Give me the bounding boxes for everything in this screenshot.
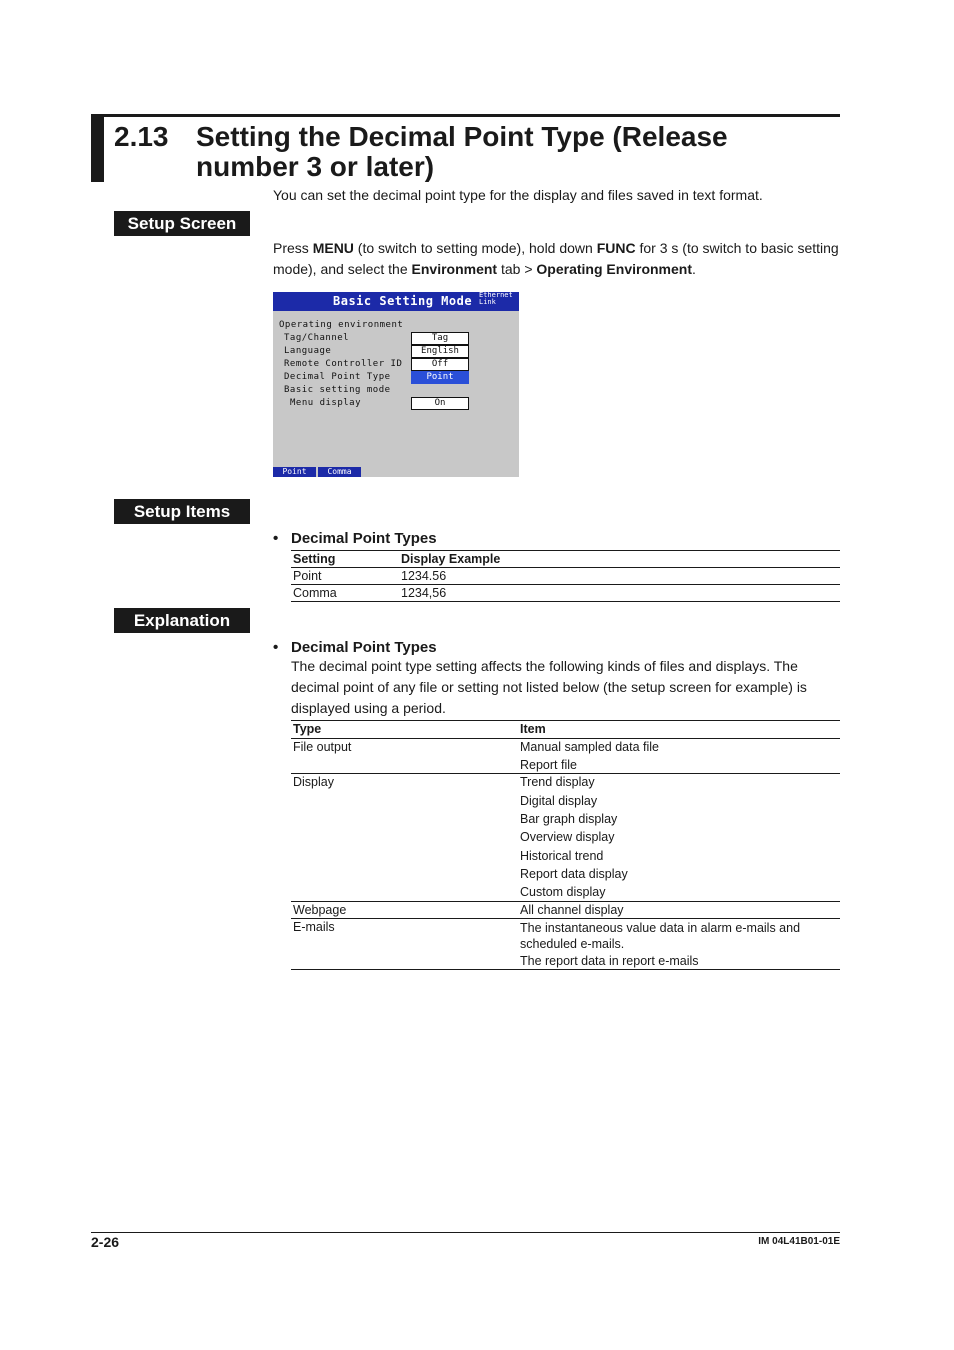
- device-row-label: Tag/Channel: [284, 333, 350, 343]
- device-field-remote-id[interactable]: Off: [411, 358, 469, 371]
- section-label-explanation: Explanation: [114, 608, 250, 633]
- device-group-header: Operating environment: [279, 320, 404, 330]
- soft-key-comma[interactable]: Comma: [318, 467, 361, 477]
- table-rule: [291, 901, 840, 902]
- menu-key: MENU: [312, 240, 354, 256]
- table-cell-item: Historical trend: [520, 849, 604, 863]
- table-cell-item: Report file: [520, 758, 577, 772]
- table-header: Display Example: [401, 552, 501, 566]
- device-row-label: Remote Controller ID: [284, 359, 403, 369]
- instructions-paragraph: [273, 238, 843, 280]
- table-cell-item: Manual sampled data file: [520, 740, 659, 754]
- ethernet-link-indicator: [479, 292, 519, 306]
- device-field-tag-channel[interactable]: Tag: [411, 332, 469, 345]
- bullet-text: Decimal Point Types: [291, 639, 437, 656]
- device-row-label: Decimal Point Type: [284, 372, 391, 382]
- table-cell: Point: [293, 569, 322, 583]
- table-rule: [291, 567, 840, 568]
- device-row-label: Basic setting mode: [284, 385, 391, 395]
- instructions-text: (to switch to setting mode), hold down: [353, 240, 597, 256]
- title-bar: [91, 114, 104, 182]
- instructions-text: for 3 s (to switch to basic setting mode), and select the: [273, 240, 839, 277]
- table-cell: Comma: [293, 586, 337, 600]
- instructions-text: .: [692, 261, 696, 277]
- page-title: Setting the Decimal Point Type (Release number 3 or later): [196, 121, 728, 182]
- soft-key-point[interactable]: Point: [273, 467, 316, 477]
- page-number: 2-26: [91, 1234, 120, 1250]
- table-cell-item: The report data in report e-mails: [520, 954, 699, 968]
- table-cell-item: Bar graph display: [520, 812, 618, 826]
- device-title: Basic Setting Mode: [333, 294, 473, 308]
- table-cell-item: Custom display: [520, 885, 606, 899]
- device-row-label: Menu display: [290, 398, 362, 408]
- bullet-dot: •: [273, 530, 279, 547]
- table-cell-type: E-mails: [293, 920, 335, 934]
- title-rule: [91, 114, 840, 117]
- operating-environment: Operating Environment: [536, 261, 692, 277]
- table-header: Setting: [293, 552, 336, 566]
- footer-rule: [91, 1232, 840, 1233]
- device-title-bar: [273, 292, 519, 311]
- setup-items-table: [291, 550, 840, 603]
- section-label-setup-items: Setup Items: [114, 499, 250, 524]
- table-cell-type: Webpage: [293, 903, 347, 917]
- ethernet-label: Ethernet: [479, 291, 513, 299]
- bullet-heading: [273, 530, 437, 547]
- table-rule: [291, 918, 840, 919]
- table-cell: 1234,56: [401, 586, 447, 600]
- section-number: 2.13: [114, 121, 169, 152]
- func-key: FUNC: [596, 240, 636, 256]
- device-field-language[interactable]: English: [411, 345, 469, 358]
- device-screen: [273, 292, 519, 477]
- instructions-text: Press: [273, 240, 313, 256]
- instructions-text: tab >: [497, 261, 537, 277]
- device-field-menu-display[interactable]: On: [411, 397, 469, 410]
- table-rule: [291, 550, 840, 551]
- table-cell-item: All channel display: [520, 903, 624, 917]
- explanation-table: [291, 720, 840, 972]
- table-cell-type: Display: [293, 775, 334, 789]
- table-header: Type: [293, 722, 322, 736]
- document-id: IM 04L41B01-01E: [758, 1236, 840, 1247]
- bullet-heading: [273, 639, 437, 656]
- bullet-text: Decimal Point Types: [291, 530, 437, 547]
- table-cell-item: Report data display: [520, 867, 628, 881]
- table-rule: [291, 584, 840, 585]
- table-rule: [291, 601, 840, 602]
- table-rule: [291, 738, 840, 739]
- table-header: Item: [520, 722, 546, 736]
- table-rule: [291, 969, 840, 970]
- intro-text: You can set the decimal point type for the display and files saved in text format.: [273, 187, 763, 203]
- environment-tab: Environment: [411, 261, 498, 277]
- table-cell-item: Overview display: [520, 830, 615, 844]
- table-rule: [291, 773, 840, 774]
- explanation-paragraph: The decimal point type setting affects the following kinds of files and displays. The decimal point of any file or setting not listed below (the setup screen for example) is displayed using a period.: [291, 658, 807, 716]
- table-cell-type: File output: [293, 740, 352, 754]
- section-label-setup-screen: Setup Screen: [114, 211, 250, 236]
- bullet-dot: •: [273, 639, 279, 656]
- table-cell-item: The instantaneous value data in alarm e-mails and scheduled e-mails.: [520, 921, 801, 951]
- link-label: Link: [479, 298, 496, 306]
- table-cell-item: Trend display: [520, 775, 595, 789]
- table-cell: 1234.56: [401, 569, 447, 583]
- table-rule: [291, 720, 840, 721]
- device-row-label: Language: [284, 346, 332, 356]
- device-field-decimal-point[interactable]: Point: [411, 371, 469, 384]
- table-cell-item: Digital display: [520, 794, 598, 808]
